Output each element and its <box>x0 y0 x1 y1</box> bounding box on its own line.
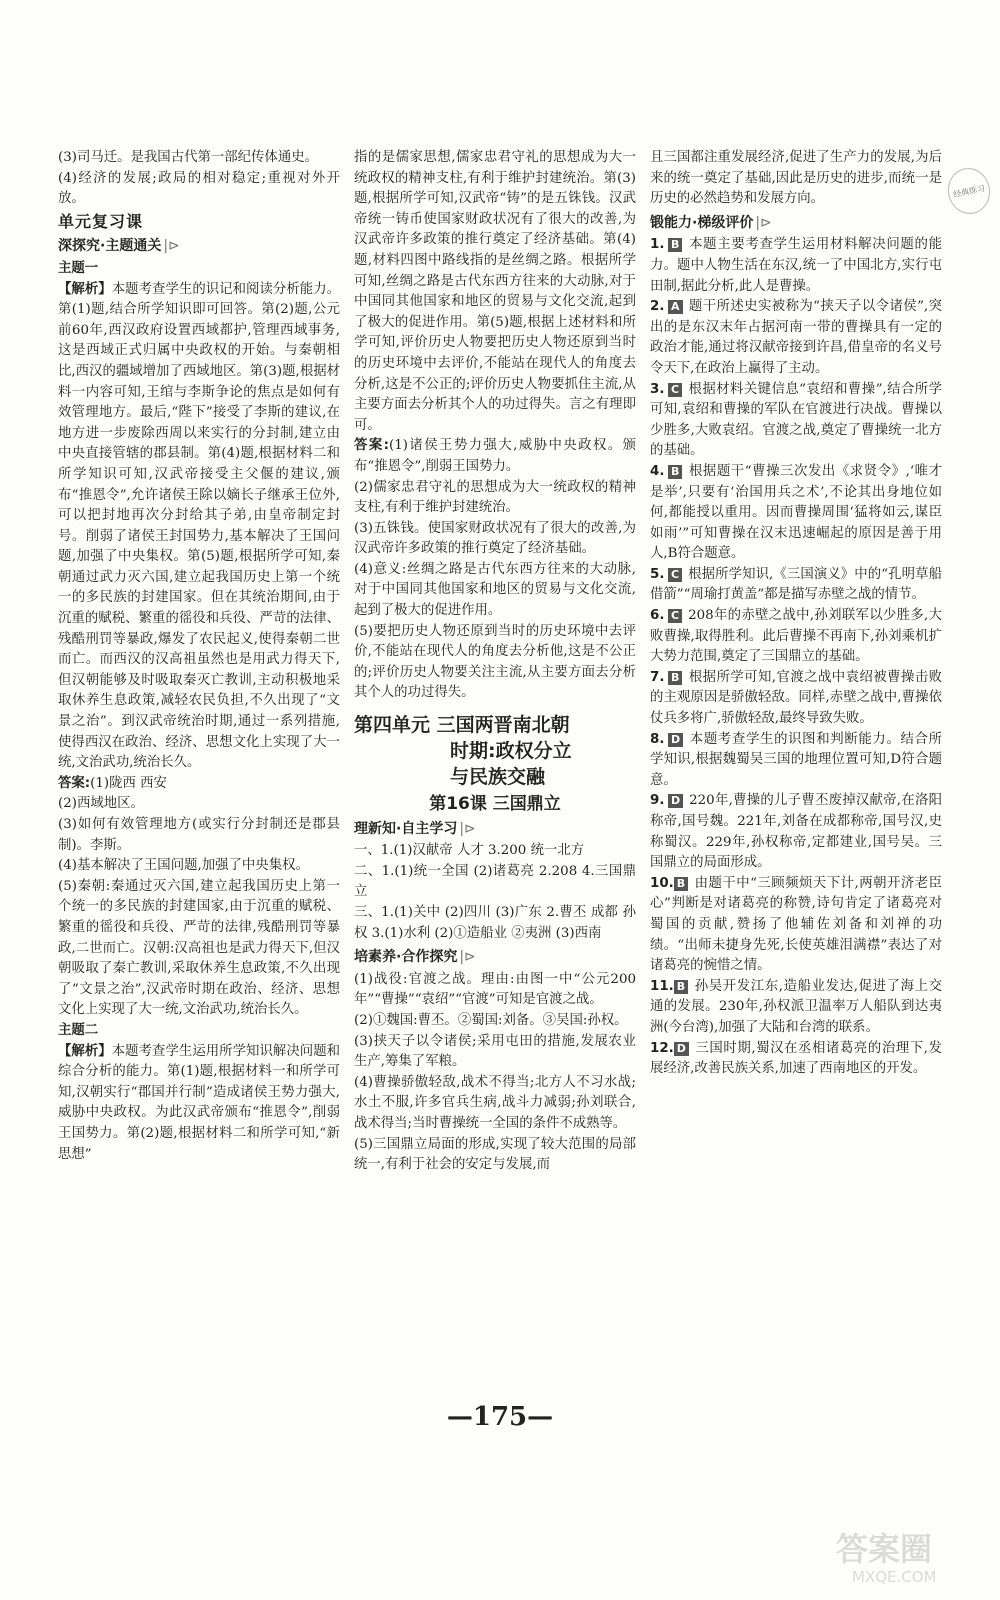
question-item <box>650 1039 942 1080</box>
answer-paragraph: (3)司马迁。是我国古代第一部纪传体通史。 <box>58 150 318 165</box>
answer-letter-badge: B <box>668 465 682 479</box>
lesson-title: 第16课 三国鼎立 <box>429 794 561 815</box>
question-number: 10. <box>650 875 674 891</box>
analysis-paragraph <box>58 1042 340 1166</box>
question-item <box>650 791 942 873</box>
section-heading <box>354 819 636 840</box>
explore-line: (2)①魏国:曹丕。②蜀国:刘备。③吴国:孙权。 <box>354 1012 628 1028</box>
question-item <box>650 462 942 565</box>
unit-title-line: 时期:政权分立 <box>450 740 572 763</box>
answer-line: (2)西域地区。 <box>58 796 144 812</box>
answer-text: (1)陇西 西安 <box>90 775 167 791</box>
stamp-icon <box>944 164 995 218</box>
question-number: 5. <box>650 566 665 582</box>
answer-line: (4)意义:丝绸之路是古代东西方往来的大动脉,对于中国同其他国家和地区的贸易与文化交流,起到了极大的促进作用。 <box>354 561 636 619</box>
question-number: 12. <box>650 1040 674 1056</box>
question-explanation: 根据材料关键信息“袁绍和曹操”,结合所学可知,袁绍和曹操的军队在官渡进行决战。曹操以少胜多,大败袁绍。官渡之战,奠定了曹操统一北方的基础。 <box>650 381 942 459</box>
question-number: 8. <box>650 731 665 747</box>
answer-line: (2)儒家忠君守礼的思想成为大一统政权的精神支柱,有利于维护封建统治。 <box>354 479 636 516</box>
question-explanation: 题干所述史实被称为“挟天子以令诸侯”,突出的是东汉末年占据河南一带的曹操具有一定的政治才能,通过将汉献帝接到许昌,借皇帝的名义号令天下,在政治上赢得了主动。 <box>650 299 942 376</box>
question-item <box>650 380 942 462</box>
question-explanation: 220年,曹操的儿子曹丕废掉汉献帝,在洛阳称帝,国号魏。221年,刘备在成都称帝,国号汉,史称蜀汉。229年,孙权称帝,定都建业,国号吴。三国鼎立的局面形成。 <box>650 793 942 871</box>
stamp-text: 经典练习 <box>952 183 986 199</box>
analysis-label: 【解析】 <box>58 281 112 297</box>
answer-line <box>354 436 636 477</box>
answer-text: (1)诸侯王势力强大,威胁中央政权。颁布“推恩令”,削弱王国势力。 <box>354 438 636 474</box>
section-heading-label: 理新知·自主学习 <box>354 820 458 837</box>
section-heading-label: 锻能力·梯级评价 <box>650 214 754 231</box>
question-item <box>650 297 942 379</box>
watermark-url: MXQE.COM <box>852 1568 937 1586</box>
question-explanation: 三国时期,蜀汉在丞相诸葛亮的治理下,发展经济,改善民族关系,加速了西南地区的开发。 <box>650 1040 942 1077</box>
analysis-paragraph <box>58 280 340 774</box>
question-number: 11. <box>650 978 674 994</box>
section-arrow-icon: |⊳ <box>755 214 772 231</box>
question-item <box>650 565 942 606</box>
section-arrow-icon: |⊳ <box>163 238 180 255</box>
question-item <box>650 668 942 730</box>
knowledge-line: 一、1.(1)汉献帝 人才 3.200 统一北方 <box>354 843 585 859</box>
topic-heading: 主题二 <box>58 1022 99 1038</box>
explore-line: (3)挟天子以令诸侯;采用屯田的措施,发展农业生产,筹集了军粮。 <box>354 1033 636 1070</box>
page-number: —175— <box>446 1402 554 1432</box>
question-item <box>650 874 942 977</box>
knowledge-line: 二、1.(1)统一全国 (2)诸葛亮 2.208 4.三国鼎立 <box>354 863 636 900</box>
question-number: 9. <box>650 793 665 809</box>
answer-letter-badge: B <box>668 671 682 685</box>
answer-letter-badge: B <box>674 980 688 994</box>
question-explanation: 根据题干“曹操三次发出《求贤令》,‘唯才是举’,只要有‘治国用兵之术’,不论其出身地位如何,都能授以重用。因而曹操周围‘猛将如云,谋臣如雨’”可知曹操在汉末迅速崛起的原因是善于用人,B符合题意。 <box>650 463 942 562</box>
column-left <box>58 148 340 1165</box>
watermark-icon <box>832 1522 982 1588</box>
topic-heading: 主题一 <box>58 260 99 276</box>
question-explanation: 208年的赤壁之战中,孙刘联军以少胜多,大败曹操,取得胜利。此后曹操不再南下,孙刘乘机扩大势力范围,奠定了三国鼎立的基础。 <box>650 608 942 665</box>
question-item <box>650 235 942 297</box>
question-item <box>650 977 942 1039</box>
question-explanation: 根据所学知识,《三国演义》中的“孔明草船借箭”“周瑜打黄盖”都是描写赤壁之战的情节。 <box>650 566 942 603</box>
question-number: 3. <box>650 381 665 397</box>
explore-line: (5)三国鼎立局面的形成,实现了较大范围的局部统一,有利于社会的安定与发展,而 <box>354 1136 636 1173</box>
watermark-logo <box>832 1522 982 1588</box>
answer-line: (5)秦朝:秦通过灭六国,建立起我国历史上第一个统一的多民族的封建国家,由于沉重的赋税、繁重的徭役和兵役、严苛的法律,残酷刑罚等暴政,二世而亡。汉朝:汉高祖也是武力得天下,但汉朝吸取了秦亡教训,采取休养生息政策,不久出现了“文景之治”,汉武帝时期在政治、经济、思想文化上实现了大一统,文治武功,统治长久。 <box>58 878 340 1018</box>
question-explanation: 孙吴开发江东,造船业发达,促进了海上交通的发展。230年,孙权派卫温率万人船队到达夷洲(今台湾),加强了大陆和台湾的联系。 <box>650 978 942 1035</box>
question-number: 7. <box>650 669 665 685</box>
question-explanation: 本题主要考查学生运用材料解决问题的能力。题中人物生活在东汉,统一了中国北方,实行屯田制,据此分析,此人是曹操。 <box>650 237 942 294</box>
question-number: 4. <box>650 463 665 479</box>
column-right <box>650 148 942 1080</box>
answer-line: (3)如何有效管理地方(或实行分封制还是郡县制)。李斯。 <box>58 817 340 853</box>
analysis-paragraph: 指的是儒家思想,儒家忠君守礼的思想成为大一统政权的精神支柱,有利于维护封建统治。第(3)题,根据所学可知,汉武帝“铸”的是五铢钱。汉武帝统一铸币使国家财政状况有了很大的改善,为汉武帝许多政策的推行奠定了经济基础。第(4)题,材料四图中路线指的是丝绸之路。根据所学可知,丝绸之路是古代东西方往来的大动脉,对于中国同其他国家和地区的贸易与文化交流,起到了极大的促进作用。第(5)题,根据上述材料和所学可知,评价历史人物要把历史人物还原到当时的历史环境中去评价,不能站在现代人的角度去分析,这是不公正的;评价历史人物要抓住主流,从主要方面去分析其个人的功过得失。言之有理即可。 <box>354 150 636 433</box>
answer-paragraph: 且三国都注重发展经济,促进了生产力的发展,为后来的统一奠定了基础,因此是历史的进步,而统一是历史的必然趋势和发展方向。 <box>650 150 942 207</box>
question-item <box>650 606 942 668</box>
answer-line <box>58 774 340 795</box>
unit-title-line: 第四单元 三国两晋南北朝 <box>354 714 570 737</box>
answer-letter-badge: A <box>668 300 683 314</box>
section-heading <box>58 236 340 257</box>
question-item <box>650 730 942 792</box>
answer-paragraph: (4)经济的发展;政局的相对稳定;重视对外开放。 <box>58 170 340 207</box>
answer-letter-badge: C <box>668 383 682 397</box>
explore-line: (4)曹操骄傲轻敌,战术不得当;北方人不习水战;水土不服,许多官兵生病,战斗力减弱;孙刘联合,战术得当;当时曹操统一全国的条件不成熟等。 <box>354 1074 636 1131</box>
answer-letter-badge: C <box>668 568 682 582</box>
section-heading <box>650 213 942 234</box>
answer-label: 答案: <box>58 775 91 791</box>
knowledge-line: 三、1.(1)关中 (2)四川 (3)广东 2.曹丕 成都 孙权 3.(1)水利 (2)①造船业 ②夷洲 (3)西南 <box>354 905 636 941</box>
unit-review-title: 单元复习课 <box>58 211 144 231</box>
unit-title-line: 与民族交融 <box>450 766 546 789</box>
section-arrow-icon: |⊳ <box>459 949 476 966</box>
answer-line: (3)五铢钱。使国家财政状况有了很大的改善,为汉武帝许多政策的推行奠定了经济基础。 <box>354 520 636 557</box>
answer-letter-badge: D <box>668 794 683 808</box>
question-number: 6. <box>650 608 665 624</box>
question-number: 1. <box>650 237 665 253</box>
section-heading-label: 培素养·合作探究 <box>354 949 458 966</box>
answer-letter-badge: C <box>668 609 682 623</box>
unit-title <box>354 712 636 790</box>
question-number: 2. <box>650 299 665 315</box>
analysis-label: 【解析】 <box>58 1043 112 1059</box>
answer-label: 答案: <box>354 438 389 454</box>
section-arrow-icon: |⊳ <box>459 820 476 837</box>
section-heading <box>354 947 636 968</box>
section-heading-label: 深探究·主题通关 <box>58 238 162 255</box>
explore-line: (1)战役:官渡之战。理由:由图一中“公元200年”“曹操”“袁绍”“官渡”可知是官渡之战。 <box>354 971 636 1008</box>
column-middle <box>354 148 636 1176</box>
question-explanation: 根据所学可知,官渡之战中袁绍被曹操击败的主观原因是骄傲轻敌。同样,赤壁之战中,曹操依仗兵多将广,骄傲轻敌,最终导致失败。 <box>650 669 942 727</box>
answer-letter-badge: B <box>674 877 688 891</box>
answer-letter-badge: B <box>668 238 682 252</box>
answer-line: (5)要把历史人物还原到当时的历史环境中去评价,不能站在现代人的角度去分析他,这是不公正的;评价历史人物要关注主流,从主要方面去分析其个人的功过得失。 <box>354 623 636 701</box>
analysis-text: 本题考查学生运用所学知识解决问题和综合分析的能力。第(1)题,根据材料一和所学可知,汉朝实行“郡国并行制”造成诸侯王势力强大,威胁中央政权。为此汉武帝颁布“推恩令”,削弱王国势力。第(2)题,根据材料二和所学可知,“新思想” <box>58 1043 341 1162</box>
question-list <box>650 235 942 1079</box>
watermark-main: 答案圈 <box>836 1530 933 1568</box>
question-explanation: 本题考查学生的识图和判断能力。结合所学知识,根据魏蜀吴三国的地理位置可知,D符合题意。 <box>650 731 942 788</box>
answer-letter-badge: D <box>668 733 683 747</box>
answer-line: (4)基本解决了王国问题,加强了中央集权。 <box>58 858 309 874</box>
answer-letter-badge: D <box>674 1042 689 1056</box>
analysis-text: 本题考查学生的识记和阅读分析能力。第(1)题,结合所学知识即可回答。第(2)题,公元前60年,西汉政府设置西域都护,管理西域事务,这是西域正式归属中央政权的开始。与秦朝相比,西汉的疆域增加了西域地区。第(3)题,根据材料一内容可知,王绾与李斯争论的焦点是如何有效管理地方。最后,“陛下”接受了李斯的建议,在地方进一步废除西周以来实行的分封制,建立由中央直接管辖的郡县制。第(4)题,根据材料二和所学知识可知,汉武帝接受主父偃的建议,颁布“推恩令”,允许诸侯王除以嫡长子继承王位外,可以把封地再次分封给其子弟,由皇帝制定封号。削弱了诸侯王封国势力,基本解决了王国问题,加强了中央集权。第(5)题,根据所学可知,秦朝通过武力灭六国,建立起我国历史上第一个统一的多民族的封建国家。但在其统治期间,由于沉重的赋税、繁重的徭役和兵役、严苛的法律、残酷刑罚等暴政,爆发了农民起义,使得秦朝二世而亡。而西汉的汉高祖虽然也是用武力得天下,但汉朝能够及时吸取秦灭亡教训,主动积极地采取休养生息政策,减轻农民负担,不久出现了“文景之治”。到汉武帝统治时期,通过一系列措施,使得西汉在政治、经济、思想文化上实现了大一统,文治武功,统治长久。 <box>58 281 341 771</box>
question-explanation: 由题干中“三顾频烦天下计,两朝开济老臣心”判断是对诸葛亮的称赞,诗句肯定了诸葛亮对蜀国的贡献,赞扬了他辅佐刘备和刘禅的功绩。“出师未捷身先死,长使英雄泪满襟”表达了对诸葛亮的惋惜之情。 <box>650 875 942 974</box>
